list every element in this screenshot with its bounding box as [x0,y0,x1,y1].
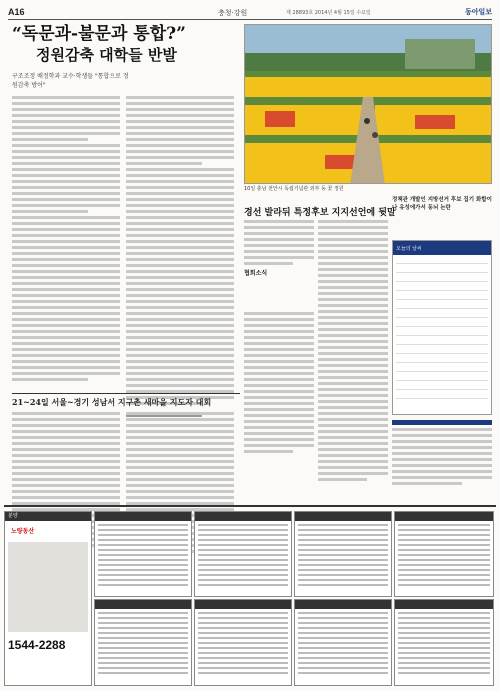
info-row [396,354,488,363]
main-subhead: 구조조정 배정학과 교수·학생들 "통합으로 정원감축 방어" [12,73,129,89]
right-article-col1 [244,220,314,456]
bottom-article-headline: 21~24일 서울~경기 성남서 지구촌 새마을 지도자 대회 [12,397,212,407]
contact-block [392,420,492,488]
info-box-title: 오늘의 날씨 [393,241,491,255]
ad-box [294,599,392,686]
tulip-garden-photo [244,24,492,184]
ad-phone: 1544-2288 [8,638,66,652]
classified-ads [4,505,496,688]
right-article-col2 [318,220,388,484]
ad-box [294,511,392,597]
ad-image [8,542,88,632]
ad-box [194,511,292,597]
page-header [8,6,492,20]
info-row [396,264,488,273]
side-column-title: 정책관 개발인 지방선거 후보 집기 화합이나 유성에가서 동뇌 논란 [392,197,492,211]
ad-box [94,511,192,597]
ad-box [394,511,494,597]
ad-brand: 노량동산 [11,528,35,535]
right-article-headline: 경선 발라뒤 특정후보 지지선언에 뒷말 [244,208,396,218]
info-row [396,300,488,309]
info-row [396,372,488,381]
newspaper-logo: 동아일보 [464,8,492,16]
main-headline-line1: “독문과-불문과 통합?” [12,24,186,44]
ad-large: 분양 노량동산 1544-2288 [4,511,92,686]
main-article-col1 [12,96,120,384]
info-box [392,240,492,415]
info-row [396,273,488,282]
info-row [396,318,488,327]
ad-box [394,599,494,686]
info-row [396,309,488,318]
main-article-col2 [126,24,234,420]
info-row [396,336,488,345]
issue-date: 제 28893호 2014년 4월 15일 수요일 [286,10,371,16]
photo-caption: 10일 충남 천안시 독립기념관 외부 동 꽃 정원 [244,186,344,192]
news-section-heading: 협회소식 [244,270,268,277]
info-row [396,381,488,390]
ad-box [94,599,192,686]
main-headline-line2: 정원감축 대학들 반발 [36,46,177,64]
info-row [396,255,488,264]
info-row [396,390,488,399]
section-name: 충청·강원 [218,9,248,17]
info-row [396,363,488,372]
info-row [396,345,488,354]
info-row [396,291,488,300]
info-row [396,282,488,291]
info-row [396,327,488,336]
ad-box [194,599,292,686]
page-number: A16 [8,7,25,17]
divider [12,393,240,394]
